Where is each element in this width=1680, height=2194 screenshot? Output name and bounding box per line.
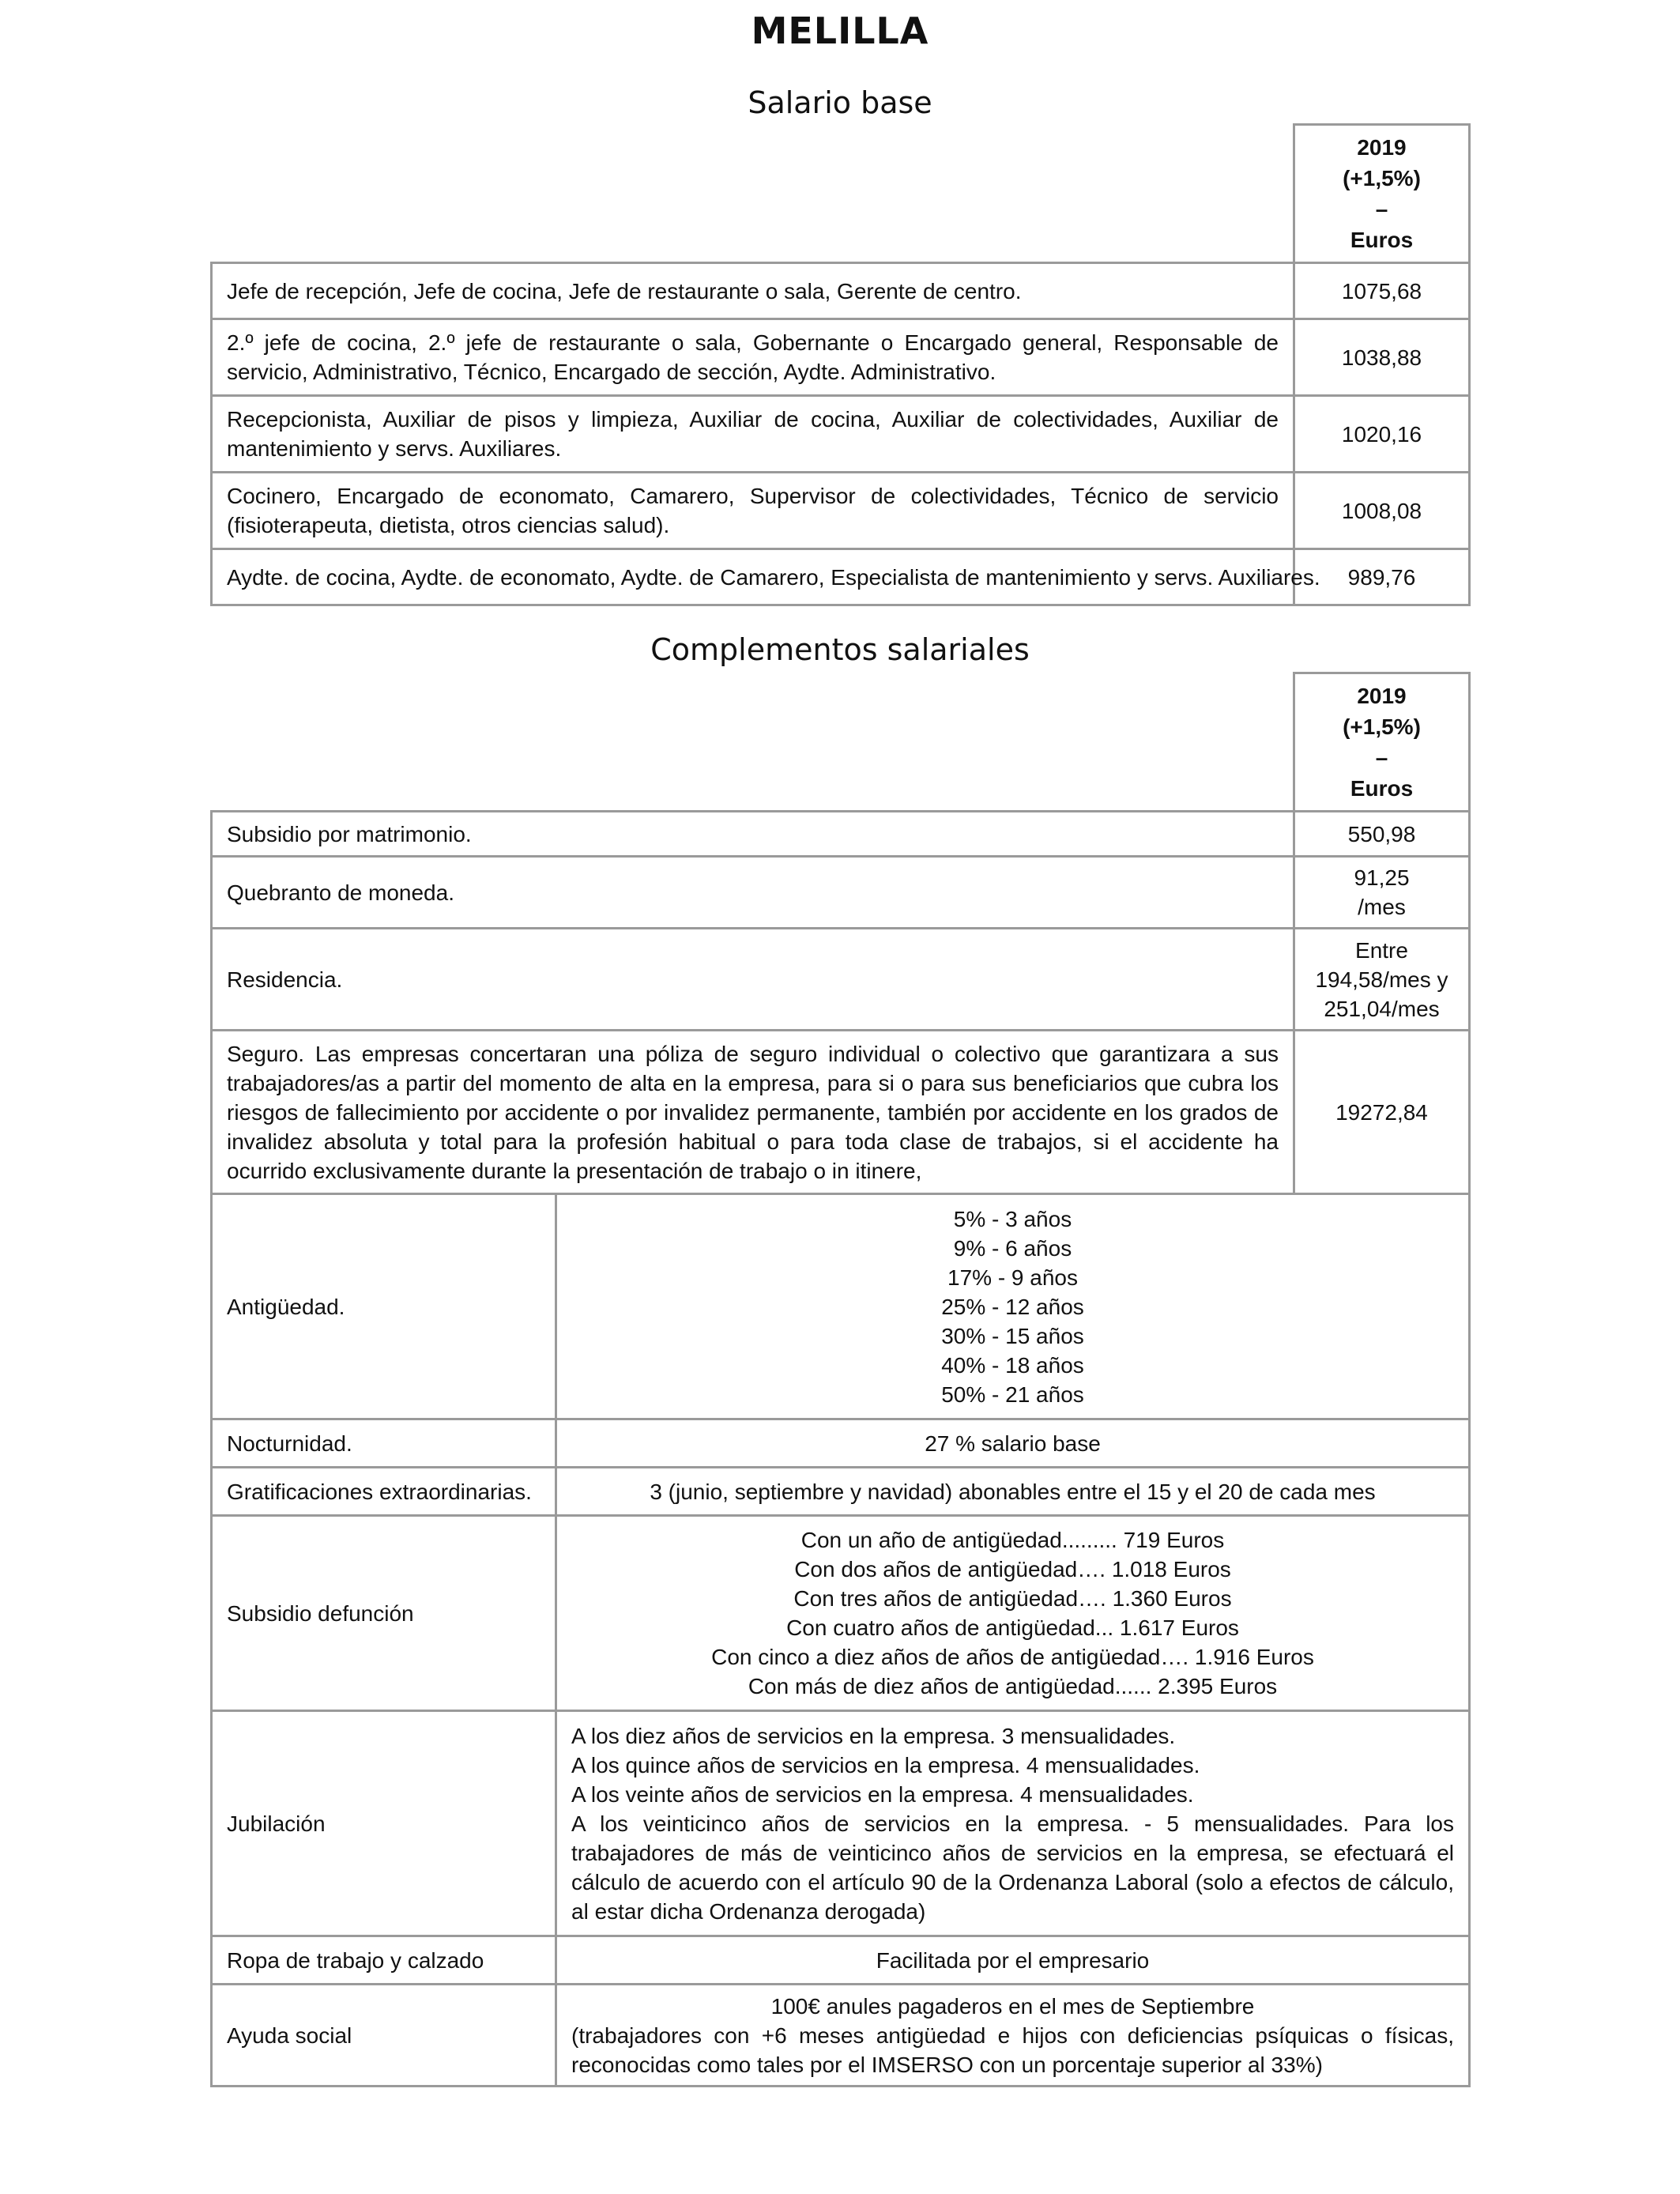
table-row [212,1194,1470,1419]
row-value [556,1194,1470,1419]
value-line: 251,04/mes [1324,996,1440,1021]
row-label: Gratificaciones extraordinarias. [212,1468,556,1516]
value-line: Con cuatro años de antigüedad... 1.617 Euros [786,1615,1239,1640]
table-row [212,1419,1470,1468]
value-line: 50% - 21 años [941,1382,1084,1407]
value-line: 91,25 [1354,865,1410,890]
header-unit: Euros [1350,776,1414,801]
table-row [212,1936,1470,1985]
row-value [556,1985,1470,2087]
table-row [212,929,1470,1031]
value-line: 9% - 6 años [953,1235,1072,1261]
row-label: Antigüedad. [212,1194,556,1419]
header-dash: – [1375,197,1388,221]
page-title: MELILLA [751,9,929,52]
row-label: 2.º jefe de cocina, 2.º jefe de restaurante o sala, Gobernante o Encargado general, Responsable de servicio, Administrativo, Técnico, Encargado de sección, Aydte. Administrativo. [212,319,1294,396]
value-line: Con tres años de antigüedad…. 1.360 Euros [793,1586,1232,1611]
row-value [1294,1031,1470,1194]
table-row [212,263,1470,319]
row-value [556,1711,1470,1936]
value-line: Entre [1355,937,1408,963]
row-label: Subsidio defunción [212,1516,556,1711]
row-value [556,1516,1470,1711]
value-paragraph: A los veinticinco años de servicios en la empresa. - 5 mensualidades. Para los trabajadores de más de veinticinco años de servicios en la empresa, se efectuará el cálculo de acuerdo con el artículo 90 de la Ordenanza Laboral (solo a efectos de cálculo, al estar dicha Ordenanza derogada) [571,1811,1454,1924]
table-row [212,1985,1470,2087]
table-row [212,549,1470,605]
table-row [212,319,1470,396]
row-label: Recepcionista, Auxiliar de pisos y limpieza, Auxiliar de cocina, Auxiliar de colectividades, Auxiliar de mantenimiento y servs. Auxiliares. [212,396,1294,473]
blank-header-cell [212,125,1294,263]
row-label: Ayuda social [212,1985,556,2087]
table-row [212,857,1470,929]
value-line: 5% - 3 años [953,1206,1072,1231]
complementos-table [210,672,1471,2087]
row-label: Ropa de trabajo y calzado [212,1936,556,1985]
row-value: 27 % salario base [556,1419,1470,1468]
value-line: Con dos años de antigüedad…. 1.018 Euros [794,1557,1231,1581]
value-line: 19272,84 [1335,1099,1428,1125]
row-value [1294,929,1470,1031]
table-row [212,473,1470,549]
row-value: 1020,16 [1294,396,1470,473]
blank-header-cell [212,673,1294,812]
row-value: 1075,68 [1294,263,1470,319]
row-label: Seguro. Las empresas concertaran una póliza de seguro individual o colectivo que garantizara a sus trabajadores/as a partir del momento de alta en la empresa, para si o para sus beneficiarios que cubra los riesgos de fallecimiento por accidente o por invalidez permanente, también por accidente en los grados de invalidez absoluta y total para la profesión habitual o para toda clase de trabajos, si el accidente ha ocurrido exclusivamente durante la presentación de trabajo o in itinere, [212,1031,1294,1194]
value-line: Con más de diez años de antigüedad...... 2.395 Euros [748,1674,1278,1698]
header-unit: Euros [1350,228,1414,252]
row-label: Quebranto de moneda. [212,857,1294,929]
row-value [1294,857,1470,929]
row-label: Cocinero, Encargado de economato, Camarero, Supervisor de colectividades, Técnico de servicio (fisioterapeuta, dietista, otros ciencias salud). [212,473,1294,549]
table-header-row [212,673,1470,812]
value-line: 194,58/mes y [1315,967,1448,992]
row-value [1294,812,1470,857]
table-header-row [212,125,1470,263]
table-row [212,1468,1470,1516]
value-line: A los diez años de servicios en la empresa. 3 mensualidades. [571,1723,1176,1748]
table-row [212,1031,1470,1194]
value-line: /mes [1358,895,1406,919]
value-line: A los veinte años de servicios en la empresa. 4 mensualidades. [571,1781,1194,1807]
value-line: Con cinco a diez años de años de antigüedad…. 1.916 Euros [711,1645,1314,1669]
row-label: Jubilación [212,1711,556,1936]
row-label: Aydte. de cocina, Aydte. de economato, Aydte. de Camarero, Especialista de mantenimiento y servs. Auxiliares. [212,549,1294,605]
row-label: Nocturnidad. [212,1419,556,1468]
header-dash: – [1375,745,1388,770]
salario-base-heading: Salario base [748,85,932,120]
complementos-heading: Complementos salariales [650,632,1030,667]
row-value: 3 (junio, septiembre y navidad) abonables entre el 15 y el 20 de cada mes [556,1468,1470,1516]
row-value: 1038,88 [1294,319,1470,396]
value-line: 100€ anules pagaderos en el mes de Septiembre [770,1993,1255,2019]
row-value: Facilitada por el empresario [556,1936,1470,1985]
header-percent: (+1,5%) [1343,714,1421,739]
column-header [1294,125,1470,263]
row-label: Jefe de recepción, Jefe de cocina, Jefe de restaurante o sala, Gerente de centro. [212,263,1294,319]
value-line: 30% - 15 años [941,1323,1084,1348]
header-year: 2019 [1357,684,1407,708]
table-row [212,1516,1470,1711]
header-year: 2019 [1357,135,1407,160]
value-line: Con un año de antigüedad......... 719 Euros [800,1528,1225,1552]
table-row [212,396,1470,473]
value-line: A los quince años de servicios en la empresa. 4 mensualidades. [571,1752,1200,1777]
row-value: 989,76 [1294,549,1470,605]
salario-base-table [210,123,1471,606]
table-row [212,812,1470,857]
row-label: Residencia. [212,929,1294,1031]
row-value: 1008,08 [1294,473,1470,549]
value-line: 17% - 9 años [947,1265,1078,1290]
value-line: 550,98 [1347,821,1416,846]
value-line: 25% - 12 años [941,1294,1084,1319]
value-paragraph: (trabajadores con +6 meses antigüedad e hijos con deficiencias psíquicas o físicas, reconocidas como tales por el IMSERSO con un porcentaje superior al 33%) [571,2022,1454,2077]
row-label: Subsidio por matrimonio. [212,812,1294,857]
value-line: 40% - 18 años [941,1352,1084,1378]
header-percent: (+1,5%) [1343,166,1421,190]
column-header [1294,673,1470,812]
table-row [212,1711,1470,1936]
